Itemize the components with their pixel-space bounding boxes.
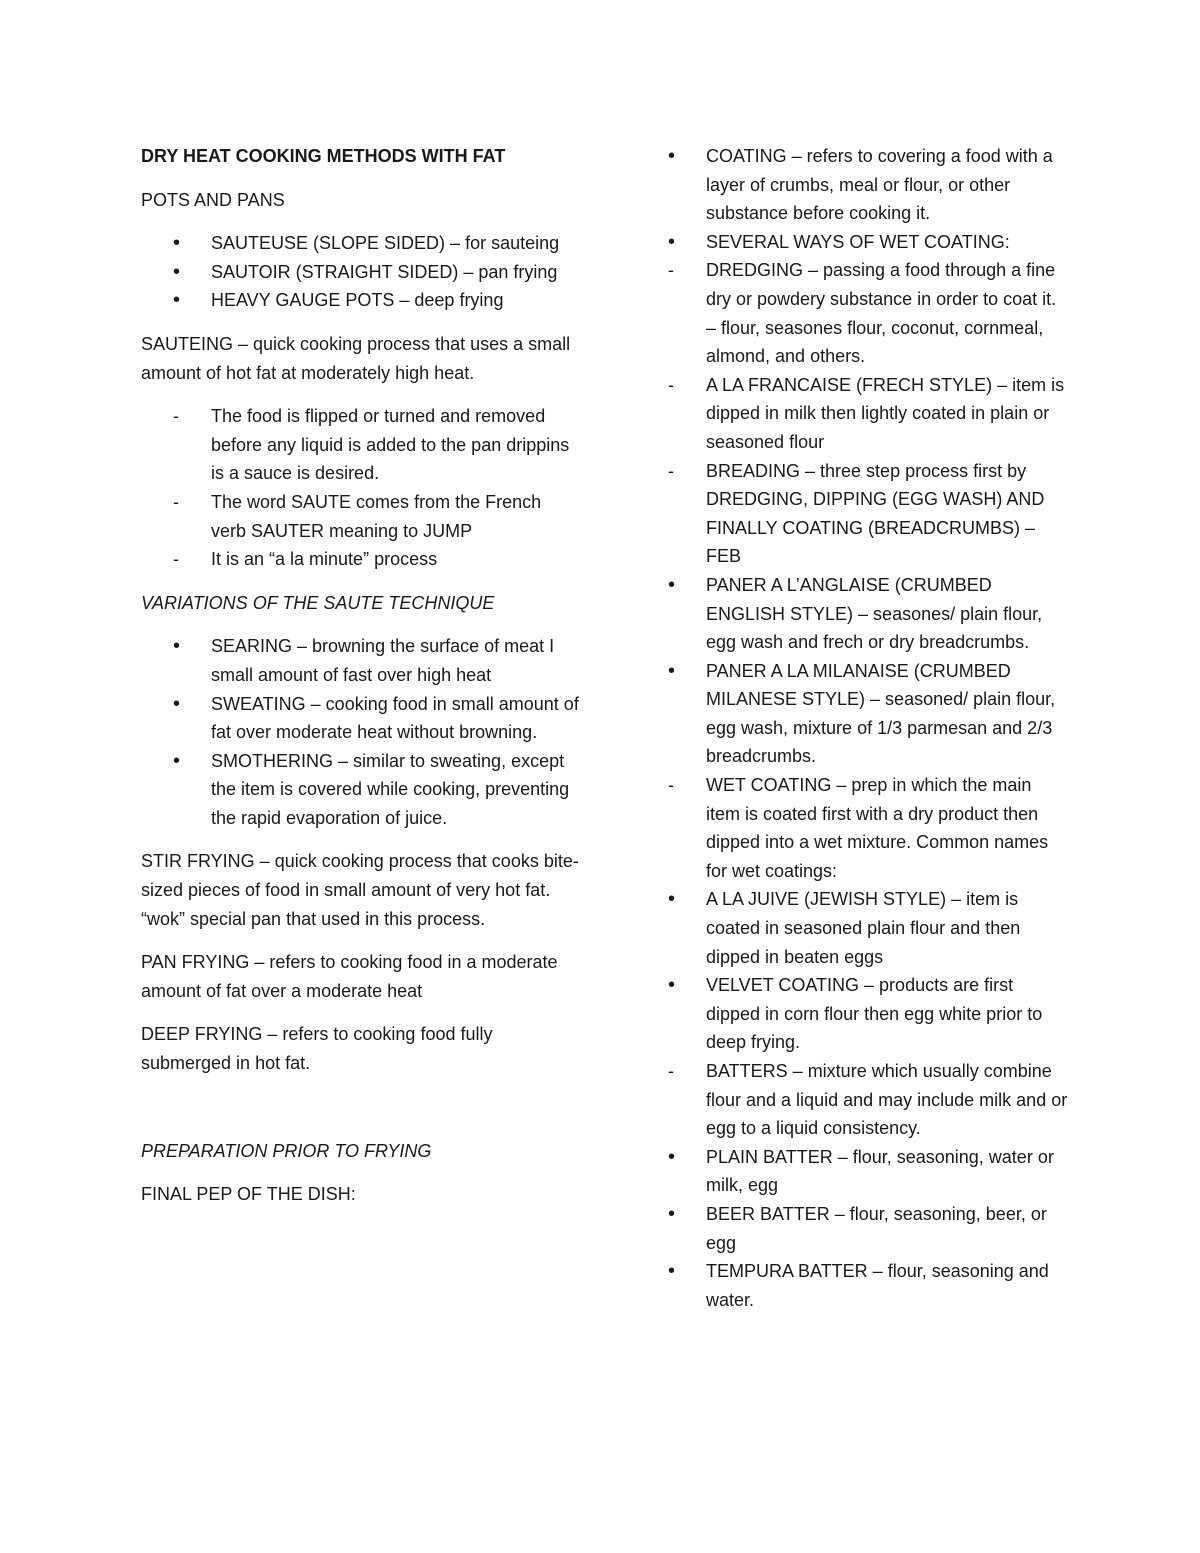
spacer [141,1093,581,1137]
bullet-icon [668,885,682,914]
list-item: • HEAVY GAUGE POTS – deep frying [141,286,581,315]
list-item: • PLAIN BATTER – flour, seasoning, water or milk, egg [668,1143,1068,1200]
bullet-icon [173,258,187,287]
list-item: - BREADING – three step process first by DREDGING, DIPPING (EGG WASH) AND FINALLY COATING (BREADCRUMBS) – FEB [668,457,1068,571]
bullet-icon [173,229,187,258]
list-item: • A LA JUIVE (JEWISH STYLE) – item is coated in seasoned plain flour and then dipped in beaten eggs [668,885,1068,971]
dash-icon [173,488,187,517]
dash-icon [668,1057,682,1086]
bullet-icon [668,571,682,600]
list-item: • SAUTEUSE (SLOPE SIDED) – for sauteing [141,229,581,258]
sauteing-notes [141,402,581,574]
list-item: - The word SAUTE comes from the French verb SAUTER meaning to JUMP [141,488,581,545]
pots-heading: POTS AND PANS [141,189,285,210]
deep-frying-definition: DEEP FRYING – refers to cooking food fully submerged in hot fat. [141,1024,493,1074]
list-item: • SMOTHERING – similar to sweating, except the item is covered while cooking, preventing the rapid evaporation of juice. [141,747,581,833]
document-title: DRY HEAT COOKING METHODS WITH FAT [141,146,506,166]
variations-heading: VARIATIONS OF THE SAUTE TECHNIQUE [141,592,495,613]
bullet-icon [173,747,187,776]
right-column [668,142,1068,1329]
variations-list [141,632,581,832]
sauteing-definition: SAUTEING – quick cooking process that uses a small amount of hot fat at moderately high heat. [141,333,571,383]
stir-frying-definition: STIR FRYING – quick cooking process that cooks bite-sized pieces of food in small amount of very hot fat. “wok” special pan that used in this process. [141,851,579,929]
pots-list [141,229,581,315]
list-item: - It is an “a la minute” process [141,545,581,574]
list-item: • COATING – refers to covering a food with a layer of crumbs, meal or flour, or other substance before cooking it. [668,142,1068,228]
list-item: - A LA FRANCAISE (FRECH STYLE) – item is dipped in milk then lightly coated in plain or seasoned flour [668,371,1068,457]
final-prep-heading: FINAL PEP OF THE DISH: [141,1184,356,1205]
list-item: • SEVERAL WAYS OF WET COATING: [668,228,1068,257]
bullet-icon [668,142,682,171]
list-item: • SWEATING – cooking food in small amount of fat over moderate heat without browning. [141,690,581,747]
preparation-heading: PREPARATION PRIOR TO FRYING [141,1140,432,1161]
list-item: • TEMPURA BATTER – flour, seasoning and water. [668,1257,1068,1314]
dash-icon [668,371,682,400]
list-item: • SAUTOIR (STRAIGHT SIDED) – pan frying [141,258,581,287]
list-item: • PANER A LA MILANAISE (CRUMBED MILANESE STYLE) – seasoned/ plain flour, egg wash, mixture of 1/3 parmesan and 2/3 breadcrumbs. [668,657,1068,771]
dash-icon [173,545,187,574]
coating-list [668,142,1068,1314]
list-item: - WET COATING – prep in which the main item is coated first with a dry product then dipped into a wet mixture. Common names for wet coatings: [668,771,1068,885]
bullet-icon [173,286,187,315]
bullet-icon [668,1257,682,1286]
list-item: • SEARING – browning the surface of meat I small amount of fast over high heat [141,632,581,689]
bullet-icon [173,632,187,661]
list-item: - BATTERS – mixture which usually combine flour and a liquid and may include milk and or egg to a liquid consistency. [668,1057,1068,1143]
dash-icon [173,402,187,431]
dash-icon [668,457,682,486]
bullet-icon [668,228,682,257]
bullet-icon [668,1200,682,1229]
list-item: • VELVET COATING – products are first dipped in corn flour then egg white prior to deep frying. [668,971,1068,1057]
bullet-icon [668,657,682,686]
bullet-icon [173,690,187,719]
bullet-icon [668,1143,682,1172]
bullet-icon [668,971,682,1000]
dash-icon [668,771,682,800]
list-item: • BEER BATTER – flour, seasoning, beer, or egg [668,1200,1068,1257]
pan-frying-definition: PAN FRYING – refers to cooking food in a moderate amount of fat over a moderate heat [141,952,558,1001]
dash-icon [668,256,682,285]
list-item: • PANER A L’ANGLAISE (CRUMBED ENGLISH STYLE) – seasones/ plain flour, egg wash and frech or dry breadcrumbs. [668,571,1068,657]
list-item: - The food is flipped or turned and removed before any liquid is added to the pan drippins is a sauce is desired. [141,402,581,488]
left-column [141,142,581,1224]
list-item: - DREDGING – passing a food through a fine dry or powdery substance in order to coat it. – flour, seasones flour, coconut, cornmeal, almond, and others. [668,256,1068,370]
